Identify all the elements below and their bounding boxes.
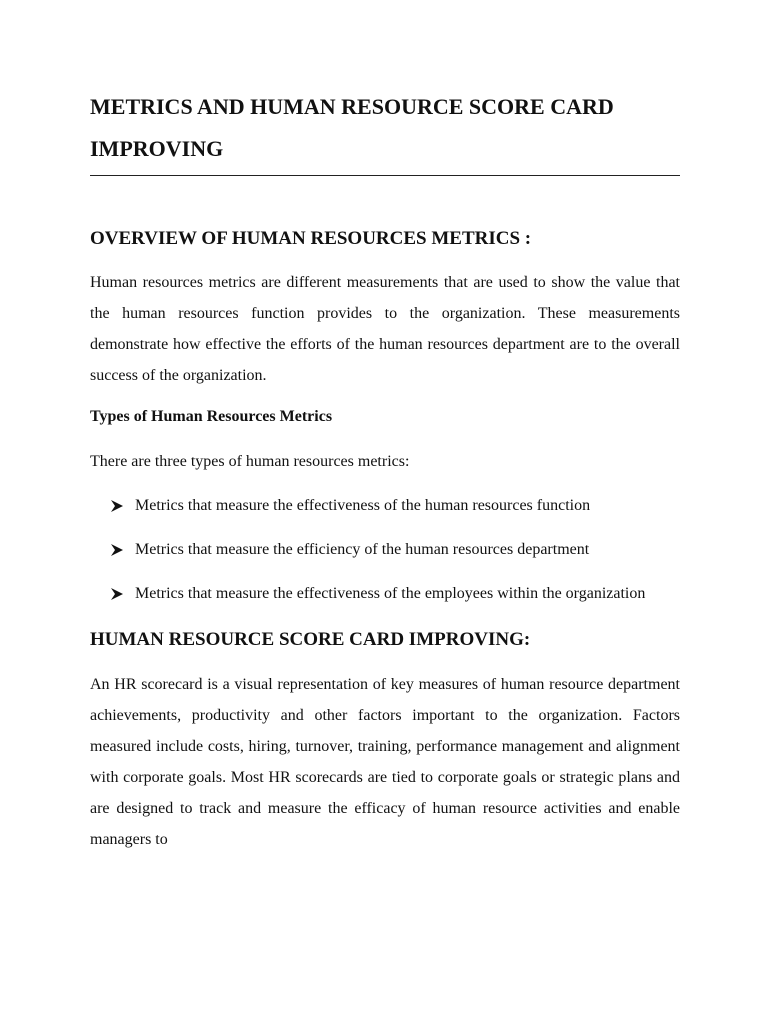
arrowhead-bullet-icon — [110, 543, 124, 557]
list-item — [90, 534, 680, 565]
metrics-types-list — [90, 490, 680, 609]
document-content — [90, 86, 680, 855]
list-item-text: Metrics that measure the efficiency of the human resources department — [135, 541, 590, 558]
types-intro: There are three types of human resources metrics: — [90, 453, 410, 470]
arrowhead-bullet-icon — [110, 587, 124, 601]
types-heading: Types of Human Resources Metrics — [90, 408, 333, 425]
document-title: METRICS AND HUMAN RESOURCE SCORE CARD IMPROVING — [90, 94, 614, 161]
list-item-text: Metrics that measure the effectiveness of the employees within the organization — [135, 585, 646, 602]
overview-paragraph: Human resources metrics are different measurements that are used to show the value that the human resources function provides to the organization. These measurements demonstrate how effective the efforts of the human resources department are to the overall success of the organization. — [90, 274, 680, 384]
list-item — [90, 578, 680, 609]
title-divider — [90, 175, 680, 176]
scorecard-heading: HUMAN RESOURCE SCORE CARD IMPROVING: — [90, 629, 531, 650]
overview-heading: OVERVIEW OF HUMAN RESOURCES METRICS : — [90, 228, 532, 249]
arrowhead-bullet-icon — [110, 499, 124, 513]
scorecard-paragraph: An HR scorecard is a visual representation of key measures of human resource department achievements, productivity and other factors important to the organization. Factors measured include costs, hiring, turnover, training, performance management and alignment with corporate goals. Most HR scorecards are tied to corporate goals or strategic plans and are designed to track and measure the efficacy of human resource activities and enable managers to — [90, 676, 680, 848]
list-item-text: Metrics that measure the effectiveness of the human resources function — [135, 497, 591, 514]
list-item — [90, 490, 680, 521]
